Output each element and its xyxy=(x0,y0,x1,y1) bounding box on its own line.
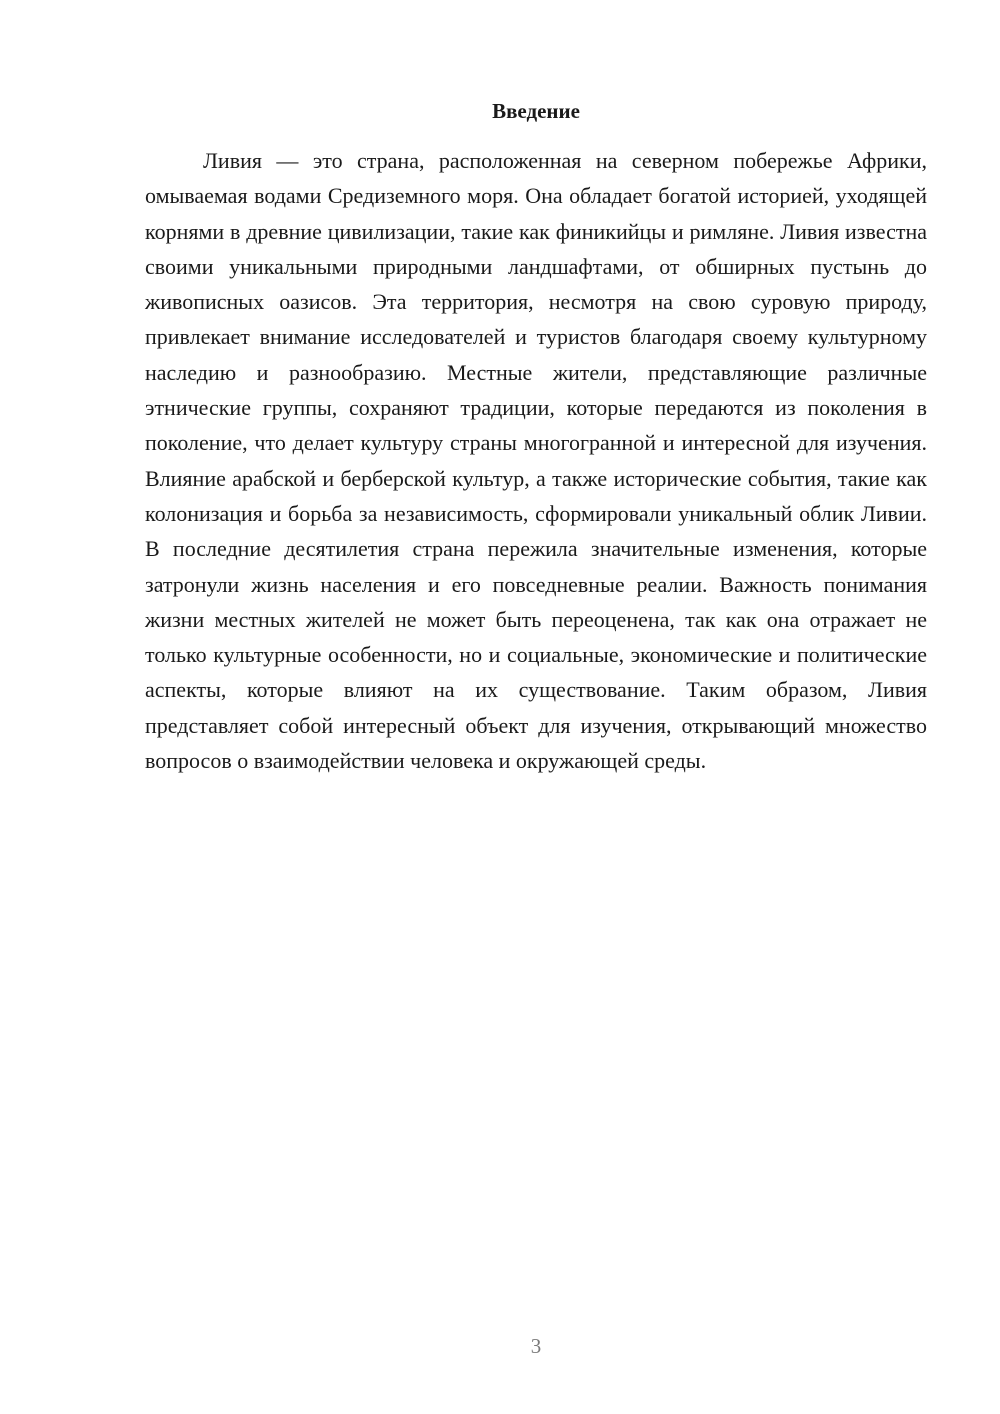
intro-paragraph: Ливия — это страна, расположенная на северном побережье Африки, омываемая водами Средиземного моря. Она обладает богатой историей, уходящей корнями в древние цивилизации, такие как финикийцы и римляне. Ливия известна своими уникальными природными ландшафтами, от обширных пустынь до живописных оазисов. Эта территория, несмотря на свою суровую природу, привлекает внимание исследователей и туристов благодаря своему культурному наследию и разнообразию. Местные жители, представляющие различные этнические группы, сохраняют традиции, которые передаются из поколения в поколение, что делает культуру страны многогранной и интересной для изучения. Влияние арабской и берберской культур, а также исторические события, такие как колонизация и борьба за независимость, сформировали уникальный облик Ливии. В последние десятилетия страна пережила значительные изменения, которые затронули жизнь населения и его повседневные реалии. Важность понимания жизни местных жителей не может быть переоценена, так как она отражает не только культурные особенности, но и социальные, экономические и политические аспекты, которые влияют на их существование. Таким образом, Ливия представляет собой интересный объект для изучения, открывающий множество вопросов о взаимодействии человека и окружающей среды. xyxy=(145,148,927,774)
page-number: 3 xyxy=(530,1334,542,1358)
section-heading: Введение xyxy=(492,99,580,123)
